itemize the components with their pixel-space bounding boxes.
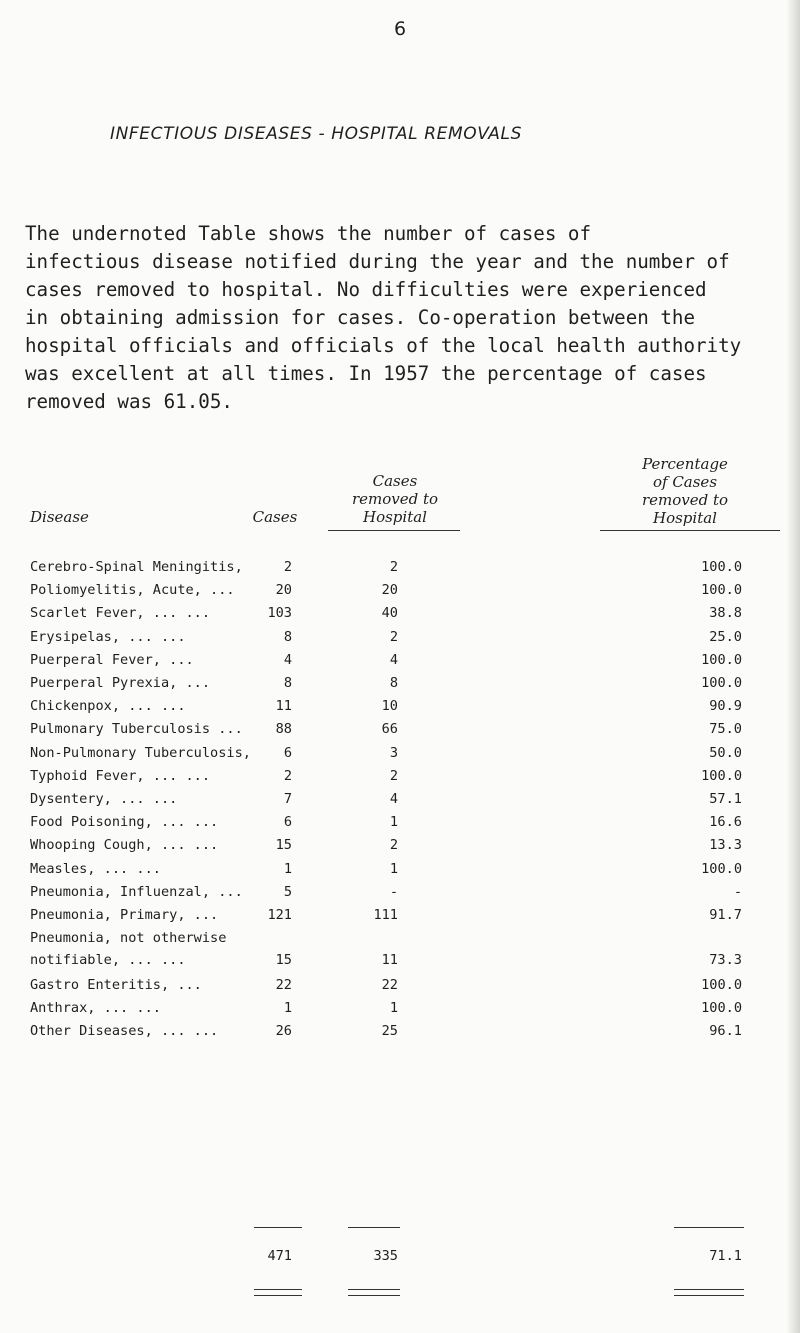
table-row [0, 927, 800, 971]
disease-name: Pneumonia, not otherwise notifiable, ... ... [30, 930, 227, 969]
table-row [0, 602, 800, 624]
table-row [0, 858, 800, 880]
percentage-value: 38.8 [709, 605, 742, 622]
cases-value: 1 [283, 860, 292, 877]
cases-value: 22 [275, 976, 292, 993]
table-row [0, 626, 800, 648]
table-row [0, 904, 800, 926]
table-row [0, 834, 800, 856]
table-row [0, 997, 800, 1019]
header-cases-removed: Cases removed to Hospital [351, 472, 439, 526]
page-number: 6 [393, 18, 407, 40]
percentage-value: 16.6 [709, 814, 742, 831]
percentage-value: 100.0 [701, 767, 742, 784]
table-row [0, 742, 800, 764]
intro-line: in obtaining admission for cases. Co-operation between the [25, 306, 696, 329]
table-row [0, 649, 800, 671]
intro-line: was excellent at all times. In 1957 the percentage of cases [25, 362, 707, 385]
total-percentage: 71.1 [709, 1248, 742, 1264]
percentage-value: - [733, 883, 742, 900]
cases-value: 103 [267, 605, 292, 622]
table-row [0, 1020, 800, 1042]
disease-name: Erysipelas, ... ... [30, 628, 186, 645]
header-cases: Cases [252, 508, 298, 526]
removed-value: 4 [389, 651, 398, 668]
cases-value: 15 [275, 837, 292, 854]
table-row [0, 718, 800, 740]
section-heading: INFECTIOUS DISEASES - HOSPITAL REMOVALS [110, 124, 522, 144]
disease-name: Pulmonary Tuberculosis ... [30, 721, 243, 738]
removed-value: 4 [389, 791, 398, 807]
disease-name: Non-Pulmonary Tuberculosis, [30, 744, 251, 761]
removed-value: 1 [389, 999, 398, 1016]
disease-name: Scarlet Fever, ... ... [30, 605, 211, 622]
disease-name: Food Poisoning, ... ... [30, 814, 219, 831]
cases-value: 88 [275, 721, 292, 738]
percentage-value: 13.3 [709, 837, 742, 854]
intro-line: cases removed to hospital. No difficulties were experienced [25, 278, 707, 301]
removed-value: 2 [389, 628, 398, 645]
double-rule-removed [348, 1289, 400, 1296]
removed-value: 3 [389, 744, 398, 761]
removed-value: 2 [389, 837, 398, 854]
removed-value: 66 [381, 721, 398, 738]
cases-value: 26 [275, 1023, 292, 1039]
table-row [0, 556, 800, 578]
disease-name: Typhoid Fever, ... ... [30, 767, 211, 784]
percentage-value: 90.9 [709, 698, 742, 715]
table-row [0, 765, 800, 787]
cases-value: 8 [283, 628, 292, 645]
removed-value: 8 [389, 675, 398, 691]
sum-rule-percentage [674, 1227, 744, 1228]
cases-value: 8 [283, 675, 292, 691]
disease-name: Anthrax, ... ... [30, 999, 161, 1016]
header-underline-removed [328, 530, 460, 531]
percentage-value: 100.0 [701, 976, 742, 993]
header-underline-percentage [600, 530, 780, 531]
table-row [0, 672, 800, 694]
cases-value: 6 [283, 814, 292, 831]
percentage-value: 100.0 [701, 675, 742, 691]
removed-value: 2 [389, 559, 398, 575]
disease-name: Measles, ... ... [30, 860, 161, 877]
removed-value: 40 [381, 605, 398, 622]
sum-rule-removed [348, 1227, 400, 1228]
removed-value: 2 [389, 767, 398, 784]
percentage-value: 73.3 [709, 952, 742, 969]
cases-value: 5 [283, 883, 292, 900]
disease-name: Cerebro-Spinal Meningitis, [30, 559, 243, 575]
removed-value: 20 [381, 582, 398, 599]
disease-name: Other Diseases, ... ... [30, 1023, 219, 1039]
intro-line: infectious disease notified during the year and the number of [25, 250, 730, 273]
percentage-value: 96.1 [709, 1023, 742, 1039]
disease-name: Puerperal Pyrexia, ... [30, 675, 211, 691]
cases-value: 7 [283, 791, 292, 807]
totals-row [0, 1245, 800, 1267]
cases-value: 2 [283, 559, 292, 575]
table-row [0, 974, 800, 996]
percentage-value: 100.0 [701, 582, 742, 599]
removed-value: 1 [389, 814, 398, 831]
removed-value: 22 [381, 976, 398, 993]
percentage-value: 57.1 [709, 791, 742, 807]
cases-value: 6 [283, 744, 292, 761]
percentage-value: 91.7 [709, 907, 742, 923]
percentage-value: 75.0 [709, 721, 742, 738]
percentage-value: 100.0 [701, 559, 742, 575]
table-row [0, 695, 800, 717]
double-rule-percentage [674, 1289, 744, 1296]
removed-value: 1 [389, 860, 398, 877]
cases-value: 4 [283, 651, 292, 668]
disease-name: Poliomyelitis, Acute, ... [30, 582, 235, 599]
percentage-value: 25.0 [709, 628, 742, 645]
removed-value: 11 [381, 952, 398, 969]
table-row [0, 579, 800, 601]
sum-rule-cases [254, 1227, 302, 1228]
intro-line: hospital officials and officials of the local health authority [25, 334, 742, 357]
percentage-value: 100.0 [701, 651, 742, 668]
cases-value: 15 [275, 952, 292, 969]
header-disease: Disease [30, 508, 89, 526]
removed-value: - [389, 883, 398, 900]
cases-value: 1 [283, 999, 292, 1016]
disease-name: Puerperal Fever, ... [30, 651, 194, 668]
removed-value: 10 [381, 698, 398, 715]
intro-line: removed was 61.05. [25, 390, 233, 413]
cases-value: 2 [283, 767, 292, 784]
disease-name: Gastro Enteritis, ... [30, 976, 202, 993]
intro-line: The undernoted Table shows the number of cases of [25, 222, 592, 245]
total-cases: 471 [267, 1248, 292, 1264]
cases-value: 11 [275, 698, 292, 715]
disease-name: Whooping Cough, ... ... [30, 837, 219, 854]
total-removed: 335 [373, 1248, 398, 1264]
disease-name: Pneumonia, Influenzal, ... [30, 883, 243, 900]
table-row [0, 788, 800, 810]
cases-value: 20 [275, 582, 292, 599]
cases-value: 121 [267, 907, 292, 923]
disease-name: Chickenpox, ... ... [30, 698, 186, 715]
double-rule-cases [254, 1289, 302, 1296]
removed-value: 111 [373, 907, 398, 923]
removed-value: 25 [381, 1023, 398, 1039]
disease-name: Dysentery, ... ... [30, 791, 178, 807]
disease-name: Pneumonia, Primary, ... [30, 907, 219, 923]
intro-paragraph [25, 192, 775, 416]
table-row [0, 881, 800, 903]
table-row [0, 811, 800, 833]
percentage-value: 100.0 [701, 999, 742, 1016]
percentage-value: 100.0 [701, 860, 742, 877]
header-percentage: Percentage of Cases removed to Hospital [641, 455, 729, 527]
percentage-value: 50.0 [709, 744, 742, 761]
